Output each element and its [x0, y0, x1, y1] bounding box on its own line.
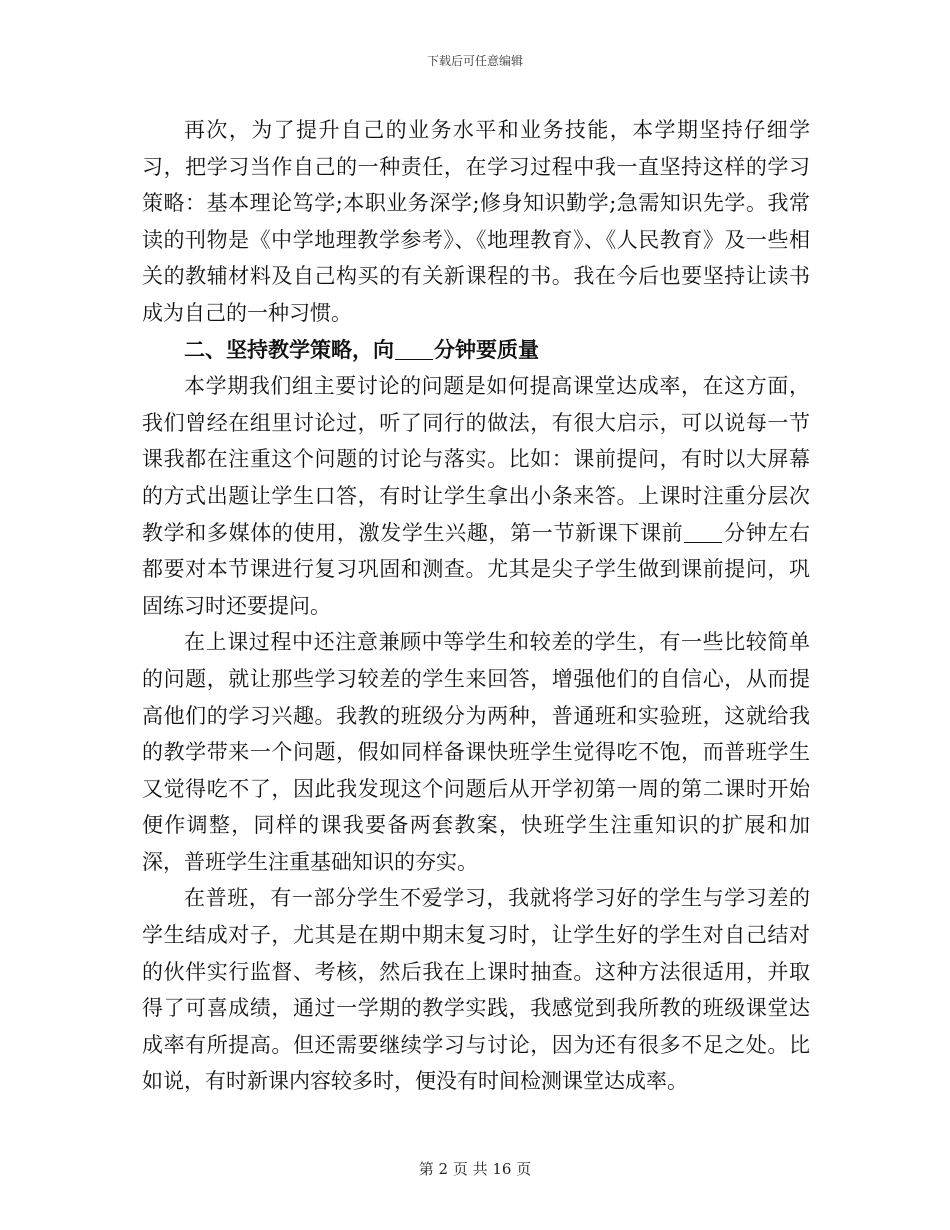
fill-in-blank [684, 521, 722, 543]
paragraph-classroom-rate-before: 本学期我们组主要讨论的问题是如何提高课堂达成率，在这方面，我们曾经在组里讨论过，听了同行的做法，有很大启示，可以说每一节课我都在注重这个问题的讨论与落实。比如：课前提问，有时以大屏幕的方式出题让学生口答，有时让学生拿出小条来答。上课时注重分层次教学和多媒体的使用，激发学生兴趣，第一节新课下课前 [142, 374, 810, 545]
paragraph-tiered-teaching: 在上课过程中还注意兼顾中等学生和较差的学生，有一些比较简单的问题，就让那些学习较差的学生来回答，增强他们的自信心，从而提高他们的学习兴趣。我教的班级分为两种，普通班和实验班，这就给我的教学带来一个问题，假如同样备课快班学生觉得吃不饱，而普班学生又觉得吃不了，因此我发现这个问题后从开学初第一周的第二课时开始便作调整，同样的课我要备两套教案，快班学生注重知识的扩展和加深，普班学生注重基础知识的夯实。 [142, 630, 810, 874]
page-header: 下载后可任意编辑 [426, 54, 523, 68]
section-heading [142, 332, 810, 369]
document-body [142, 112, 810, 1100]
paragraph-classroom-rate-after: 分钟左右都要对本节课进行复习巩固和测查。尤其是尖子学生做到课前提问，巩固练习时还要提问。 [142, 520, 811, 618]
page-number: 第 2 页 共 16 页 [418, 1160, 532, 1178]
section-heading-text-after: 分钟要质量 [434, 337, 539, 362]
paragraph-classroom-rate [142, 368, 810, 624]
section-heading-text-before: 二、坚持教学策略，向 [184, 337, 394, 362]
fill-in-blank [395, 338, 433, 360]
paragraph-peer-pairing: 在普班，有一部分学生不爱学习，我就将学习好的学生与学习差的学生结成对子，尤其是在期中期末复习时，让学生好的学生对自己结对的伙伴实行监督、考核，然后我在上课时抽查。这种方法很适用，并取得了可喜成绩，通过一学期的教学实践，我感觉到我所教的班级课堂达成率有所提高。但还需要继续学习与讨论，因为还有很多不足之处。比如说，有时新课内容较多时，便没有时间检测课堂达成率。 [142, 886, 810, 1094]
paragraph-study-strategy: 再次，为了提升自己的业务水平和业务技能，本学期坚持仔细学习，把学习当作自己的一种责任，在学习过程中我一直坚持这样的学习策略：基本理论笃学;本职业务深学;修身知识勤学;急需知识先学。我常读的刊物是《中学地理教学参考》、《地理教育》、《人民教育》及一些相关的教辅材料及自己构买的有关新课程的书。我在今后也要坚持让读书成为自己的一种习惯。 [142, 118, 810, 325]
